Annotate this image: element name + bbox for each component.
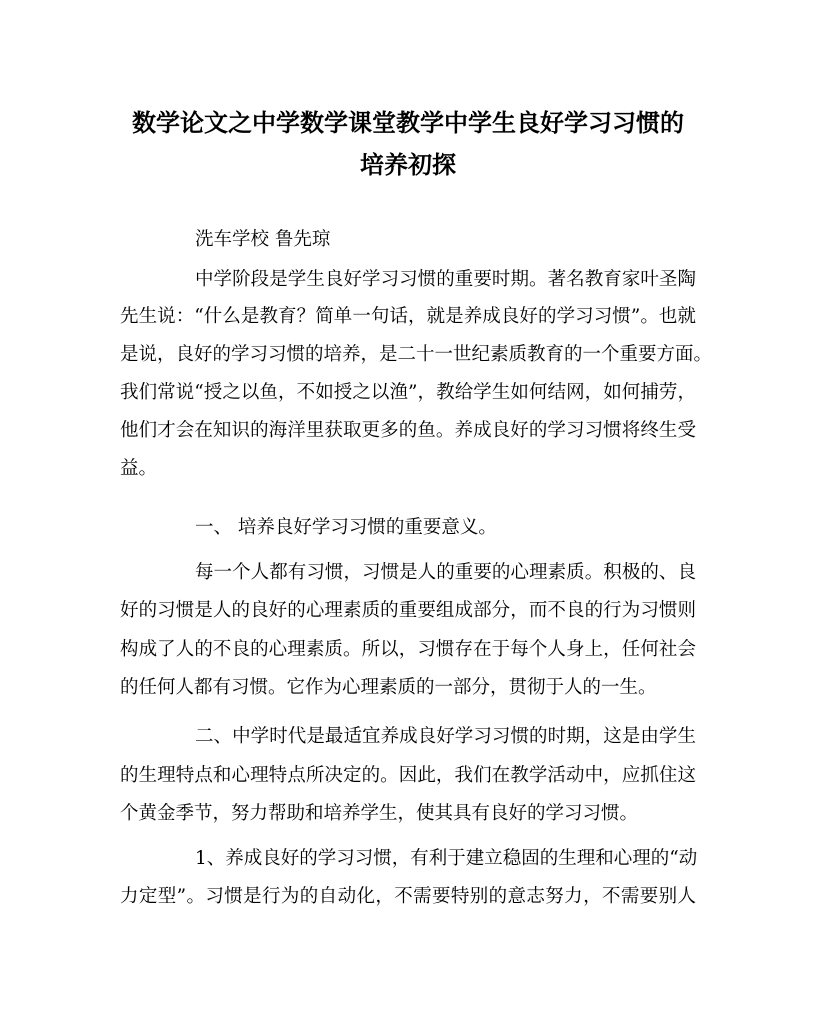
paragraph-line: 每一个人都有习惯，习惯是人的重要的心理素质。积极的、良 bbox=[195, 562, 696, 583]
paragraph-line: 中学阶段是学生良好学习习惯的重要时期。著名教育家叶圣陶 bbox=[195, 269, 696, 290]
paragraph-line: 益。 bbox=[120, 458, 158, 479]
paragraph-line: 的任何人都有习惯。它作为心理素质的一部分，贯彻于人的一生。 bbox=[120, 677, 657, 698]
document-title-line-1: 数学论文之中学数学课堂教学中学生良好学习习惯的 bbox=[132, 108, 684, 137]
author-line: 洗车学校 鲁先琼 bbox=[195, 229, 331, 250]
paragraph-line: 他们才会在知识的海洋里获取更多的鱼。养成良好的学习习惯将终生受 bbox=[120, 420, 696, 441]
section-heading: 一、 培养良好学习习惯的重要意义。 bbox=[195, 517, 497, 538]
paragraph-line: 我们常说“授之以鱼，不如授之以渔”，教给学生如何结网，如何捕劳， bbox=[120, 382, 696, 403]
paragraph-line: 好的习惯是人的良好的心理素质的重要组成部分，而不良的行为习惯则 bbox=[120, 600, 696, 621]
paragraph-line: 二、中学时代是最适宜养成良好学习习惯的时期，这是由学生 bbox=[195, 726, 696, 747]
document-title-line-2: 培养初探 bbox=[360, 150, 456, 179]
paragraph-line: 个黄金季节，努力帮助和培养学生，使其具有良好的学习习惯。 bbox=[120, 803, 639, 824]
paragraph-line: 力定型”。习惯是行为的自动化，不需要特别的意志努力，不需要别人 bbox=[120, 886, 696, 907]
paragraph-line: 1、养成良好的学习习惯，有利于建立稳固的生理和心理的“动 bbox=[195, 848, 698, 869]
paragraph-line: 构成了人的不良的心理素质。所以，习惯存在于每个人身上，任何社会 bbox=[120, 639, 696, 660]
paragraph-line: 是说，良好的学习习惯的培养，是二十一世纪素质教育的一个重要方面。 bbox=[120, 344, 713, 365]
paragraph-line: 的生理特点和心理特点所决定的。因此，我们在教学活动中，应抓住这 bbox=[120, 765, 696, 786]
paragraph-line: 先生说：“什么是教育？简单一句话，就是养成良好的学习习惯”。也就 bbox=[120, 306, 696, 327]
